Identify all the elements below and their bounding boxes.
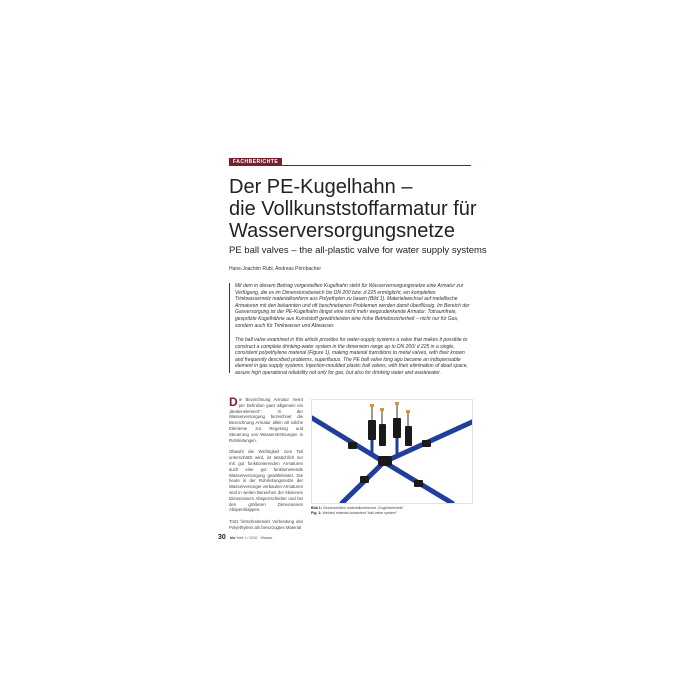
section-tag: FACHBERICHTE <box>229 158 282 166</box>
body-paragraph-2: Obwohl die Wichtigkeit zum Teil unterschätzt wird, ist tatsächlich nur mit gut funktionierenden Armaturen auch eine gut funktionierende Wasserversorgung gewährleistet. Die heute in der Rohrleitungsnetze der Wasserversorger verbauten Armaturen sind in weiten Bereichen der kleineren Dimensionen Absperrschieber und bei den größeren Dimensionen Absperrklappen. <box>229 449 303 513</box>
title-line-1: Der PE-Kugelhahn – <box>229 176 413 198</box>
valve-body-4 <box>405 426 412 446</box>
coupling-right <box>422 440 431 447</box>
caption-english <box>311 511 471 516</box>
stem-cap-2 <box>380 408 384 411</box>
coupling-lower-left <box>360 476 369 483</box>
article-title <box>229 176 479 242</box>
body-paragraph-1 <box>229 397 303 443</box>
valve-body-3 <box>393 418 401 438</box>
valve-stems <box>372 404 408 426</box>
pipe-network-illustration <box>312 400 472 503</box>
tee-fitting <box>378 456 392 466</box>
abstract-english: The ball valve examined in this article provides for water-supply systems a valve that makes it possible to construct a complete drinking-water system in the dimension range up to DN 200/ d 225 in a single, consistent polyethylene material (Figure 1), making material transitions to metal valves, with their known and frequently described problems, superfluous. The PE ball valve long ago became an indispensable element in gas supply systems. Injection-moulded plastic ball valves, with their elimination of dead space, assure high operational reliability not only for gas, but also for drinking water and wastewater. <box>235 337 468 376</box>
caption-label-en: Fig. 1: <box>311 511 322 515</box>
article-subtitle: PE ball valves – the all-plastic valve for water supply systems <box>229 245 487 256</box>
page-number: 30 <box>218 534 226 541</box>
stem-caps <box>370 402 410 413</box>
valves <box>348 418 431 487</box>
caption-text-de: Geschweißtes materialkonformes „Kugelhahnnetz“ <box>322 506 404 510</box>
stem-cap-4 <box>406 410 410 413</box>
abstract-accent-bar <box>229 283 230 373</box>
stem-cap-1 <box>370 404 374 407</box>
body-paragraph-3: Trotz fortschreitender Verbreitung des Polyethylens als bevorzugtes Material <box>229 519 303 530</box>
journal-issue: Heft 1 / 2010 · Wasser <box>236 536 273 540</box>
abstract-german: Mit dem in diesem Beitrag vorgestellten Kugelhahn steht für Wasserversorgungsnetze eine Armatur zur Verfügung, die es im Dimensionsbereich bis DN 200 bzw. d 225 ermöglicht, ein komplettes Trinkwassernetz materialkonform aus Polyethylen zu bauen (Bild 1). Materialwechsel auf metallische Armaturen mit den bekannten und oft beschriebenen Problemen werden damit überflüssig. Im Bereich der Gasversorgung ist der PE-Kugelhahn längst eine nicht mehr wegzudenkende Armatur. Totraumfreie, gespritzte Kugelhähne aus Kunststoff gewährleisten eine hohe Betriebssicherheit – nicht nur für Gas, sondern auch für Trinkwasser und Abwasser. <box>235 283 470 329</box>
title-line-3: Wasserversorgungsnetze <box>229 220 456 242</box>
article-authors: Hans-Joachim Rühl, Andreas Pörnbacher <box>229 266 321 272</box>
caption-label-de: Bild 1: <box>311 506 322 510</box>
drop-cap: D <box>229 395 238 409</box>
title-line-2: die Vollkunststoffarmatur für <box>229 198 477 220</box>
coupling-lower-right <box>414 480 423 487</box>
caption-text-en: Welded material-consistent “ball-valve system” <box>322 511 397 515</box>
figure-caption <box>311 506 471 516</box>
section-rule <box>229 165 471 166</box>
stem-cap-3 <box>395 402 399 405</box>
valve-body-1 <box>368 420 376 440</box>
figure-ball-valve-network <box>311 399 473 504</box>
coupling-left <box>348 442 357 449</box>
footer-journal <box>230 536 273 540</box>
body-column <box>229 397 303 537</box>
valve-body-2 <box>379 424 386 446</box>
journal-name: bbr <box>230 536 236 540</box>
body-paragraph-1-text: ie Bezeichnung Armatur meint per Definition ganz allgemein ein „Bedienelement“. In der Wasserversorgung bezeichnet die Bezeichnung Armatur allein all solche Elemente zur Regelung und Steuerung von Wasserströmungen in Rohrleitungen. <box>229 397 303 443</box>
